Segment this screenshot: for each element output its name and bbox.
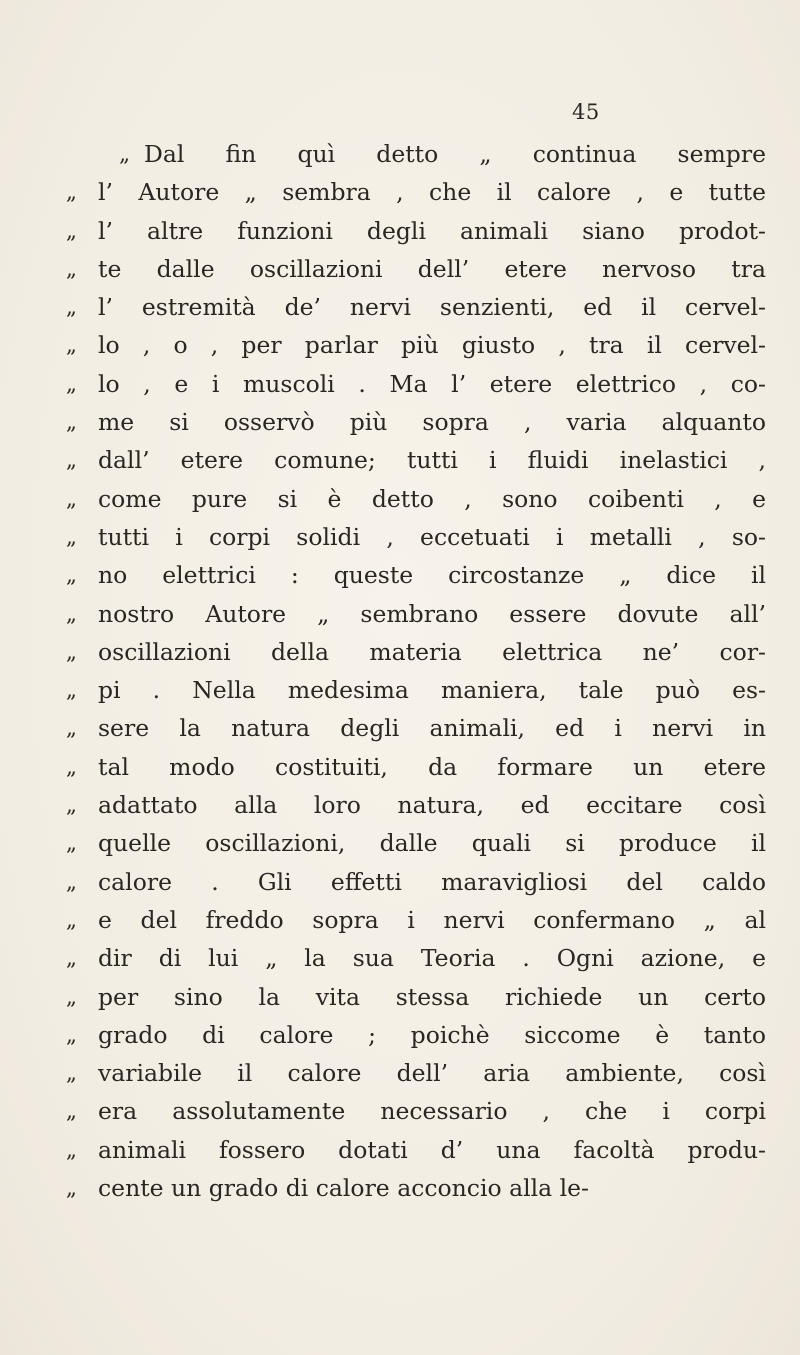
quote-mark: „ [66,563,77,588]
text-line [66,173,766,211]
text-line [66,365,766,403]
quote-mark: „ [66,218,77,243]
quote-mark: „ [66,601,77,626]
quote-mark: „ [66,448,77,473]
line-text: grado di calore ; poichè siccome è tanto [98,1020,766,1049]
quote-mark: „ [66,907,77,932]
line-text: no elettrici : queste circostanze „ dice il [98,561,766,590]
quote-mark: „ [66,831,77,856]
quote-mark: „ [66,754,77,779]
line-text: me si osservò più sopra , varia alquanto [98,408,766,437]
line-text: sere la natura degli animali, ed i nervi in [98,714,766,743]
line-text: come pure si è detto , sono coibenti , e [98,484,766,513]
text-line [66,212,766,250]
text-line [66,556,766,594]
text-line [66,403,766,441]
text-line [66,480,766,518]
quote-mark: „ [66,716,77,741]
line-text: e del freddo sopra i nervi confermano „ al [98,905,766,934]
line-text: l’ altre funzioni degli animali siano prodot- [98,216,766,245]
text-line [66,671,766,709]
text-line [66,748,766,786]
quote-mark: „ [66,371,77,396]
quote-mark: „ [66,678,77,703]
text-line [66,250,766,288]
text-line [66,595,766,633]
text-line [66,939,766,977]
text-line [66,441,766,479]
quote-mark: „ [66,295,77,320]
text-line [66,786,766,824]
quote-mark: „ [66,486,77,511]
text-line [66,135,766,173]
text-line [66,1054,766,1092]
quote-mark: „ [66,1061,77,1086]
text-line [66,901,766,939]
text-line [66,863,766,901]
line-text: animali fossero dotati d’ una facoltà produ- [98,1135,766,1164]
text-line [66,633,766,671]
quote-mark: „ [66,793,77,818]
quote-mark: „ [119,142,130,166]
text-line [66,1131,766,1169]
line-text: variabile il calore dell’ aria ambiente, così [98,1059,766,1088]
line-text: l’ estremità de’ nervi senzienti, ed il cervel- [98,293,766,322]
page-number: 45 [572,100,600,124]
quote-mark: „ [66,1137,77,1162]
line-text: quelle oscillazioni, dalle quali si produce il [98,829,766,858]
quote-mark: „ [66,524,77,549]
line-text: calore . Gli effetti maravigliosi del caldo [98,867,766,896]
quote-mark: „ [66,410,77,435]
text-line [66,978,766,1016]
quote-mark: „ [66,946,77,971]
quote-mark: „ [66,1176,77,1201]
line-text: adattato alla loro natura, ed eccitare così [98,791,766,820]
text-block [66,135,766,1207]
text-line [66,1092,766,1130]
quote-mark: „ [66,869,77,894]
line-text: pi . Nella medesima maniera, tale può es- [98,676,766,705]
line-text: dall’ etere comune; tutti i fluidi inelastici , [98,446,766,475]
line-text: lo , o , per parlar più giusto , tra il cervel- [98,331,766,360]
quote-mark: „ [66,984,77,1009]
text-line [66,518,766,556]
line-text: te dalle oscillazioni dell’ etere nervoso tra [98,254,766,283]
text-line [66,288,766,326]
text-line [66,709,766,747]
text-line [66,326,766,364]
line-text: Dal fin quì detto „ continua sempre [144,140,766,168]
line-text: era assolutamente necessario , che i corpi [98,1097,766,1126]
line-text: l’ Autore „ sembra , che il calore , e tutte [98,178,766,207]
quote-mark: „ [66,1099,77,1124]
quote-mark: „ [66,180,77,205]
line-text: tal modo costituiti, da formare un etere [98,752,766,781]
quote-mark: „ [66,1022,77,1047]
line-text: nostro Autore „ sembrano essere dovute all’ [98,599,766,628]
text-line [66,1016,766,1054]
text-line [66,1169,766,1207]
quote-mark: „ [66,256,77,281]
text-line [66,824,766,862]
line-text: tutti i corpi solidi , eccetuati i metalli , so- [98,522,766,551]
quote-mark: „ [66,333,77,358]
line-text: lo , e i muscoli . Ma l’ etere elettrico , co- [98,369,766,398]
line-text: oscillazioni della materia elettrica ne’ cor- [98,637,766,666]
line-text: cente un grado di calore acconcio alla le- [98,1174,589,1203]
line-text: per sino la vita stessa richiede un certo [98,982,766,1011]
quote-mark: „ [66,639,77,664]
line-text: dir di lui „ la sua Teoria . Ogni azione, e [98,944,766,973]
